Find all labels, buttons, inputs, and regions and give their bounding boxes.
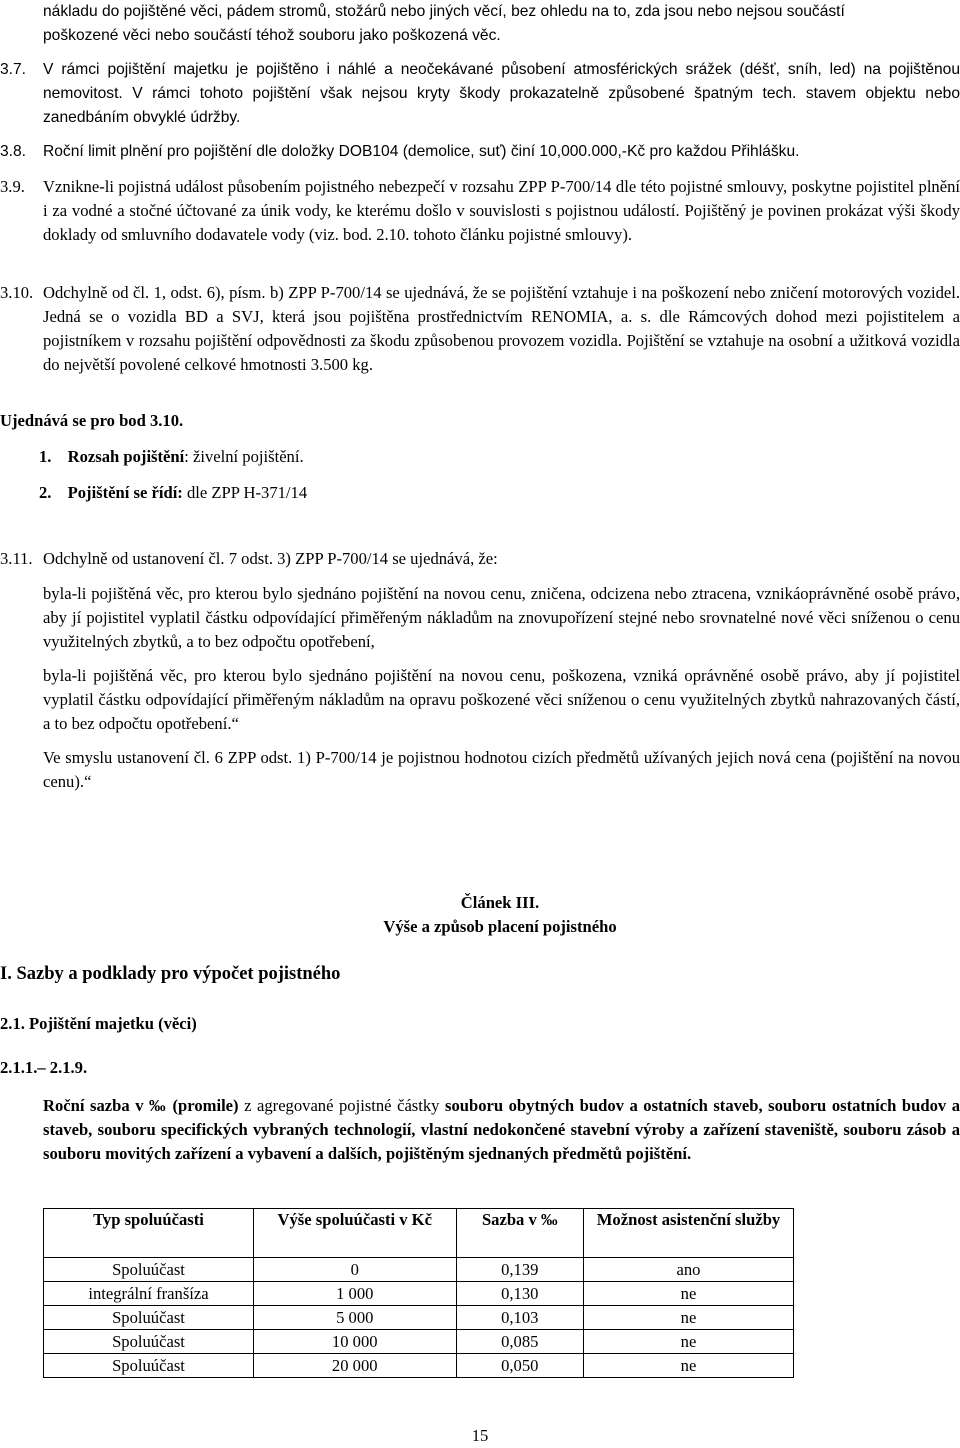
- table-cell: 0,050: [456, 1354, 584, 1378]
- section-text: Roční limit plnění pro pojištění dle doložky DOB104 (demolice, suť) činí 10,000.000,-Kč pro každou Přihlášku.: [43, 143, 800, 160]
- table-row: [44, 1282, 794, 1306]
- table-cell: 0: [254, 1258, 457, 1282]
- section-text: [43, 58, 960, 130]
- section-number: 3.11.: [0, 549, 33, 568]
- section-3-9: [0, 175, 960, 247]
- section-3-11-heading: [0, 547, 960, 571]
- table-cell: ne: [584, 1282, 794, 1306]
- table-cell: 5 000: [254, 1306, 457, 1330]
- section-number: 3.8.: [0, 143, 27, 160]
- rate-connector: z agregované pojistné částky: [238, 1096, 445, 1115]
- table-cell: ano: [584, 1258, 794, 1282]
- table-cell: 0,103: [456, 1306, 584, 1330]
- table-row: [44, 1258, 794, 1282]
- table-header-row: [44, 1209, 794, 1258]
- section-3-7: [0, 58, 960, 130]
- table-cell: 0,085: [456, 1330, 584, 1354]
- section-3-8: [0, 140, 960, 164]
- item-value: : živelní pojištění.: [184, 447, 304, 466]
- section-3-11-paragraph-3: Ve smyslu ustanovení čl. 6 ZPP odst. 1) P-700/14 je pojistnou hodnotou cizích předmětů užívaných jejich nová cena (pojištění na novou cenu).“: [43, 748, 960, 791]
- item-number: 1.: [39, 447, 52, 466]
- section-number: 3.10.: [0, 283, 34, 302]
- item-label: Rozsah pojištění: [67, 447, 185, 466]
- table-cell: ne: [584, 1306, 794, 1330]
- column-header: Výše spoluúčasti v Kč: [254, 1209, 457, 1258]
- subsection-title: 2.1. Pojištění majetku (věci): [0, 1014, 197, 1033]
- rate-paragraph: [43, 1094, 960, 1166]
- item-value: dle ZPP H-371/14: [182, 483, 308, 502]
- continuation-line-2: poškozené věci nebo součástí téhož souboru jako poškozená věc.: [43, 27, 501, 44]
- section-text: Odchylně od ustanovení čl. 7 odst. 3) ZPP P-700/14 se ujednává, že:: [43, 549, 498, 568]
- section-number: 3.7.: [0, 61, 27, 78]
- agreement-heading: Ujednává se pro bod 3.10.: [0, 411, 184, 430]
- table-cell: 1 000: [254, 1282, 457, 1306]
- table-cell: ne: [584, 1330, 794, 1354]
- article-title: Výše a způsob placení pojistného: [383, 917, 617, 936]
- column-header: Sazba v ‰: [456, 1209, 584, 1258]
- table-cell: 0,139: [456, 1258, 584, 1282]
- section-3-10: [0, 281, 960, 377]
- rate-subject: souboru obytných budov a ostatních staveb, souboru ostatních budov a staveb, souboru specifických vybraných technologií, vlastní nedokončené stavební výroby a zařízení staveniště, souboru zásob a souboru movitých zařízení a vybavení a dalších, pojištěným sjednaných předmětů pojištění.: [43, 1096, 960, 1163]
- item-label: Pojištění se řídí:: [67, 483, 183, 502]
- table-cell: ne: [584, 1354, 794, 1378]
- item-number: 2.: [39, 483, 52, 502]
- table-cell: Spoluúčast: [44, 1330, 254, 1354]
- agreement-item-1: [39, 445, 304, 469]
- section-text: Odchylně od čl. 1, odst. 6), písm. b) ZPP P-700/14 se ujednává, že se pojištění vztahuje i na poškození nebo zničení motorových vozidel. Jedná se o vozidla BD a SVJ, která jsou pojištěna prostřednictvím RENOMIA, a. s. dle Rámcových dohod mezi pojistitelem a pojistníkem v rozsahu pojištění odpovědnosti za škodu způsobenou provozem vozidla. Pojištění se vztahuje na osobní a užitková vozidla do největší povolené celkové hmotnosti 3.500 kg.: [43, 283, 960, 374]
- agreement-item-2: [39, 481, 307, 505]
- table-cell: integrální franšíza: [44, 1282, 254, 1306]
- table-row: [44, 1306, 794, 1330]
- section-3-11-paragraph-1: byla-li pojištěná věc, pro kterou bylo sjednáno pojištění na novou cenu, zničena, odcizena nebo ztracena, vznikáoprávněné osobě právo, aby jí pojistitel vyplatil částku odpovídající přiměřeným nákladům na znovupořízení stejné nebo srovnatelné nové věci sníženou o cenu využitelných zbytků, a to bez odpočtu opotřebení,: [43, 584, 960, 651]
- page-number: 15: [471, 1426, 489, 1445]
- column-header: Možnost asistenční služby: [584, 1209, 794, 1258]
- column-header: Typ spoluúčasti: [44, 1209, 254, 1258]
- table-cell: Spoluúčast: [44, 1306, 254, 1330]
- continuation-line-1: nákladu do pojištěné věci, pádem stromů, stožárů nebo jiných věcí, bez ohledu na to, zda jsou nebo nejsou součástí: [43, 3, 845, 20]
- section-I-title: I. Sazby a podklady pro výpočet pojistného: [0, 964, 341, 984]
- table-cell: 20 000: [254, 1354, 457, 1378]
- section-text-part-2: V rámci tohoto pojištění však nejsou kryty škody prokazatelně způsobené špatným tech. stavem objektu nebo zanedbáním obvyklé údržby.: [43, 85, 960, 126]
- table-cell: 0,130: [456, 1282, 584, 1306]
- section-text-part-1: V rámci pojištění majetku je pojištěno i náhlé a neočekávané působení atmosférických srážek (déšť, sníh, led) na pojištěnou nemovitost.: [43, 61, 960, 102]
- section-number: 3.9.: [0, 177, 25, 196]
- table-cell: Spoluúčast: [44, 1354, 254, 1378]
- article-number: Článek III.: [460, 893, 540, 912]
- table-row: [44, 1354, 794, 1378]
- rate-label: Roční sazba v ‰ (promile): [43, 1096, 239, 1115]
- subsection-range: 2.1.1.– 2.1.9.: [0, 1058, 88, 1077]
- table-cell: 10 000: [254, 1330, 457, 1354]
- deductible-rate-table: [43, 1208, 794, 1378]
- section-3-11-paragraph-2: byla-li pojištěná věc, pro kterou bylo sjednáno pojištění na novou cenu, poškozena, vzniká oprávněné osobě právo, aby jí pojistitel vyplatil částku odpovídající přiměřeným nákladům na opravu poškozené věci sníženou o cenu využitelných zbytků nahrazovaných částí, a to bez odpočtu opotřebení.“: [43, 666, 960, 733]
- table-cell: Spoluúčast: [44, 1258, 254, 1282]
- table-row: [44, 1330, 794, 1354]
- section-text: Vznikne-li pojistná událost působením pojistného nebezpečí v rozsahu ZPP P-700/14 dle této pojistné smlouvy, poskytne pojistitel plnění i za vodné a stočné účtované za únik vody, ke kterému došlo v souvislosti s pojistnou událostí. Pojištěný je povinen prokázat výši škody doklady od smluvního dodavatele vody (viz. bod. 2.10. tohoto článku pojistné smlouvy).: [43, 177, 960, 244]
